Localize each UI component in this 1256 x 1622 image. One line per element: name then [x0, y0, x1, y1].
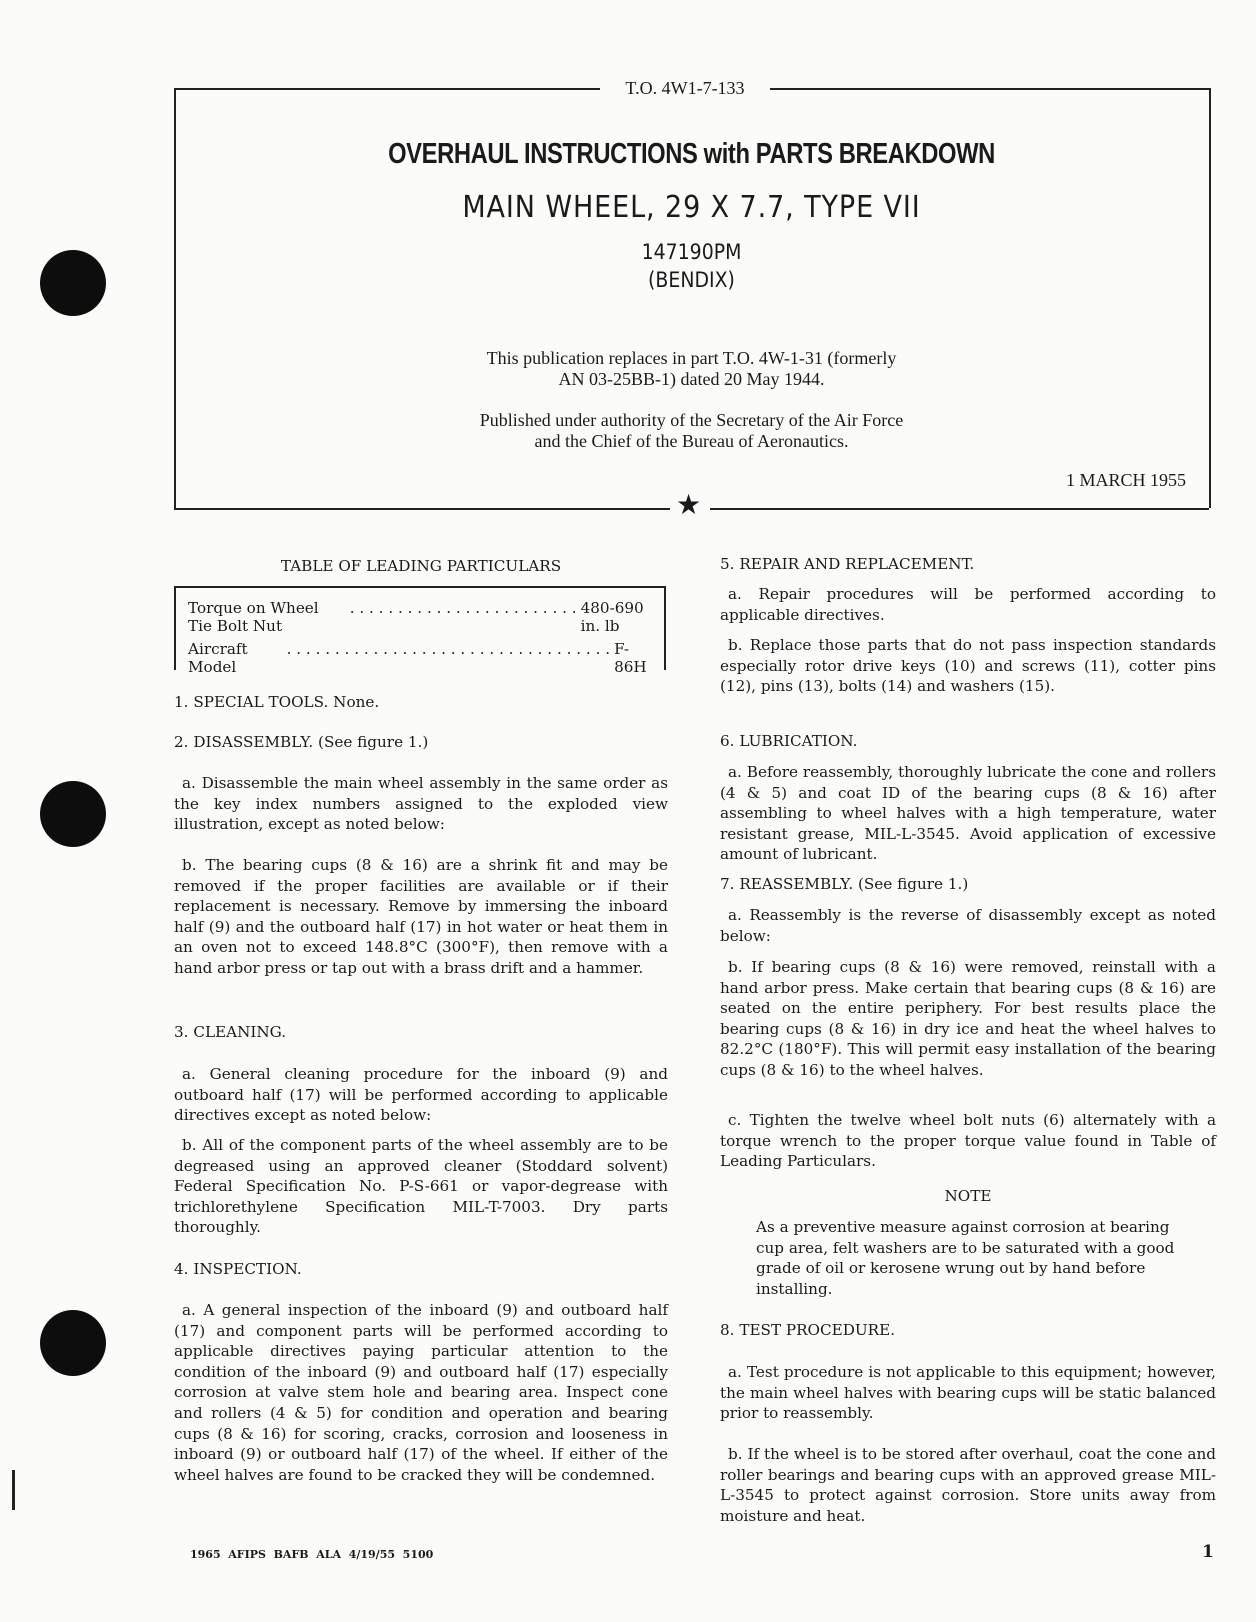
binder-hole — [40, 250, 106, 316]
row-label: Torque on Wheel Tie Bolt Nut — [188, 599, 319, 635]
row-value: F-86H — [614, 640, 647, 676]
binder-hole — [40, 1310, 106, 1376]
reassembly-para-c: c. Tighten the twelve wheel bolt nuts (6) alternately with a torque wrench to the proper torque value found in Table of Leading Particulars. — [720, 1111, 1216, 1171]
reassembly-para-a: a. Reassembly is the reverse of disassembly except as noted below: — [720, 906, 1216, 945]
row-leader: . . . . . . . . . . . . . . . . . . . . . . . . . . . . . . . . . . — [286, 640, 611, 658]
table-row — [188, 640, 654, 676]
section-2-heading: 2. DISASSEMBLY. (See figure 1.) — [174, 733, 429, 751]
authority-line-2: and the Chief of the Bureau of Aeronautics. — [534, 431, 849, 451]
inspection-para-a: a. A general inspection of the inboard (9) and outboard half (17) and component parts will be performed according to applicable directives paying particular attention to the condition of the inboard (9) and outboard half (17) especially corrosion at valve stem hole and bearing area. Inspect cone and rollers (4 & 5) for condition and operation and bearing cups (8 & 16) for scoring, cracks, corrosion and looseness in inboard (9) or outboard half (17) of the wheel. If either of the wheel halves are found to be cracked they will be condemned. — [174, 1301, 668, 1484]
reassembly-para-b: b. If bearing cups (8 & 16) were removed, reinstall with a hand arbor press. Make certain that bearing cups (8 & 16) are seated on the entire periphery. For best results place the bearing cups (8 & 16) in dry ice and heat the wheel halves to 82.2°C (180°F). This will permit easy installation of the bearing cups (8 & 16) to the wheel halves. — [720, 958, 1216, 1079]
bottom-rule-right — [710, 508, 1209, 510]
row-label: Aircraft Model — [188, 640, 248, 676]
repair-para-b: b. Replace those parts that do not pass inspection standards especially rotor drive keys (10) and screws (11), cotter pins (12), pins (13), bolts (14) and washers (15). — [720, 636, 1216, 696]
scan-mark — [12, 1470, 15, 1510]
doc-title: OVERHAUL INSTRUCTIONS with PARTS BREAKDOWN — [388, 138, 995, 170]
section-5-heading: 5. REPAIR AND REPLACEMENT. — [720, 555, 975, 573]
part-number: 147190PM — [641, 240, 742, 264]
manufacturer: (BENDIX) — [648, 268, 735, 292]
binder-hole — [40, 781, 106, 847]
row-value: 480-690 in. lb — [580, 599, 644, 635]
authority-line-1: Published under authority of the Secretary of the Air Force — [479, 410, 904, 430]
cleaning-para-b: b. All of the component parts of the wheel assembly are to be degreased using an approved cleaner (Stoddard solvent) Federal Specification No. P-S-661 or vapor-degrease with trichlorethylene Specification MIL-T-7003. Dry parts thoroughly. — [174, 1136, 668, 1237]
leading-particulars-table — [174, 586, 666, 676]
table-row — [188, 599, 654, 635]
replaces-line-2: AN 03-25BB-1) dated 20 May 1944. — [558, 369, 825, 389]
star-icon: ★ — [676, 488, 702, 521]
section-7-heading: 7. REASSEMBLY. (See figure 1.) — [720, 875, 969, 893]
lubrication-para-a: a. Before reassembly, thoroughly lubricate the cone and rollers (4 & 5) and coat ID of the bearing cups (8 & 16) after assembling to wheel halves with a high temperature, water resistant grease, MIL-L-3545. Avoid application of excessive amount of lubricant. — [720, 763, 1216, 864]
doc-number: T.O. 4W1-7-133 — [625, 78, 745, 98]
section-3-heading: 3. CLEANING. — [174, 1023, 287, 1041]
test-para-b: b. If the wheel is to be stored after overhaul, coat the cone and roller bearings and bearing cups with an approved grease MIL-L-3545 to protect against corrosion. Store units away from moisture and heat. — [720, 1445, 1216, 1525]
section-6-heading: 6. LUBRICATION. — [720, 732, 858, 750]
doc-subtitle: MAIN WHEEL, 29 X 7.7, TYPE VII — [462, 190, 921, 225]
publication-date: 1 MARCH 1955 — [1065, 470, 1186, 490]
section-1-heading: 1. SPECIAL TOOLS. None. — [174, 693, 380, 711]
print-info: 1965 AFIPS BAFB ALA 4/19/55 5100 — [190, 1548, 434, 1561]
disassembly-para-a: a. Disassemble the main wheel assembly in the same order as the key index numbers assigned to the exploded view illustration, except as noted below: — [174, 774, 668, 834]
bottom-rule-left — [174, 508, 670, 510]
row-leader: . . . . . . . . . . . . . . . . . . . . . . . . — [349, 599, 577, 617]
section-4-heading: 4. INSPECTION. — [174, 1260, 302, 1278]
top-rule-right — [770, 88, 1209, 90]
disassembly-para-b: b. The bearing cups (8 & 16) are a shrink fit and may be removed if the proper facilities are available or if their replacement is necessary. Remove by immersing the inboard half (9) and the outboard half (17) in hot water or heat them in an oven not to exceed 148.8°C (300°F), then remove with a hand arbor press or tap out with a brass drift and a hammer. — [174, 856, 668, 977]
top-rule-left — [174, 88, 600, 90]
leading-particulars-heading: TABLE OF LEADING PARTICULARS — [280, 557, 562, 575]
note-heading: NOTE — [944, 1187, 992, 1205]
page-number: 1 — [1202, 1542, 1214, 1562]
test-para-a: a. Test procedure is not applicable to this equipment; however, the main wheel halves with bearing cups will be static balanced prior to reassembly. — [720, 1363, 1216, 1423]
replaces-line-1: This publication replaces in part T.O. 4W-1-31 (formerly — [486, 348, 897, 368]
cleaning-para-a: a. General cleaning procedure for the inboard (9) and outboard half (17) will be performed according to applicable directives except as noted below: — [174, 1065, 668, 1125]
section-8-heading: 8. TEST PROCEDURE. — [720, 1321, 896, 1339]
note-text: As a preventive measure against corrosion at bearing cup area, felt washers are to be saturated with a good grade of oil or kerosene wrung out by hand before installing. — [756, 1218, 1175, 1298]
repair-para-a: a. Repair procedures will be performed according to applicable directives. — [720, 585, 1216, 624]
